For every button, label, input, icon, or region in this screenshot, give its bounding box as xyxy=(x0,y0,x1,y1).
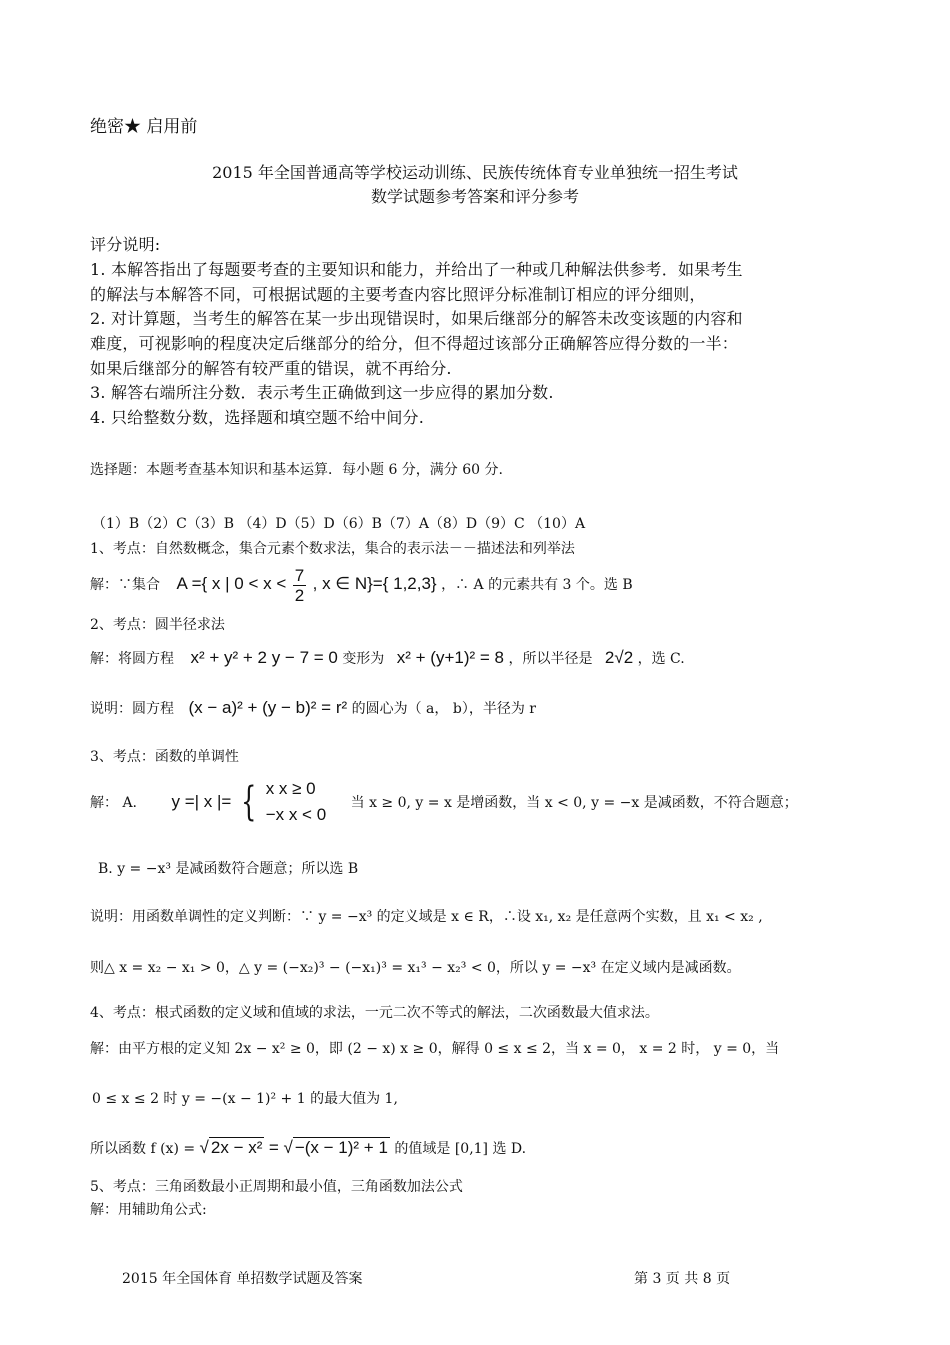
fraction-denominator: 2 xyxy=(294,585,305,605)
piecewise-cases xyxy=(266,776,326,828)
answer-key: （1）B（2）C（3）B （4）D（5）D（6）B（7）A（8）D（9）C （10）A xyxy=(92,516,586,532)
q1-point: 1、考点：自然数概念，集合元素个数求法，集合的表示法－－描述法和列举法 xyxy=(90,541,575,557)
scoring-line: 难度，可视影响的程度决定后继部分的给分，但不得超过该部分正确解答应得分数的一半： xyxy=(90,334,739,353)
piecewise-case: x x ≥ 0 xyxy=(265,779,316,798)
standard-form-equation: x² + (y+1)² = 8 xyxy=(396,648,504,667)
q2-note-prefix: 说明：圆方程 xyxy=(90,701,174,717)
q1-set-math-tail: , x ∈ N}={ 1,2,3} xyxy=(312,574,437,593)
q3-option-b: B. y = −x³ 是减函数符合题意；所以选 B xyxy=(98,861,359,877)
choice-intro: 选择题：本题考查基本知识和基本运算．每小题 6 分，满分 60 分. xyxy=(90,462,503,478)
q2-point: 2、考点：圆半径求法 xyxy=(90,617,225,633)
q2-sol-prefix: 解：将圆方程 xyxy=(90,651,174,667)
abs-function: y =| x |= xyxy=(171,792,232,811)
sqrt-symbol: √ xyxy=(199,1138,209,1157)
q3-note-line1: 说明：用函数单调性的定义判断：∵ y = −x³ 的定义域是 x ∈ R，∴设 x₁, x₂ 是任意两个实数，且 x₁ < x₂ , xyxy=(90,909,763,925)
circle-equation: x² + y² + 2 y − 7 = 0 xyxy=(190,648,338,667)
q2-choice-text: ，选 C. xyxy=(637,651,685,667)
q2-note-suffix: 的圆心为（ a， b），半径为 r xyxy=(351,701,536,717)
doc-title-line1: 2015 年全国普通高等学校运动训练、民族传统体育专业单独统一招生考试 xyxy=(212,163,738,182)
q4-function-label: 所以函数 f (x) = xyxy=(90,1141,196,1157)
piecewise-case: −x x < 0 xyxy=(265,805,327,824)
q3-sol-prefix: 解： A. xyxy=(90,795,138,811)
q2-radius-text: ，所以半径是 xyxy=(508,651,593,667)
scoring-line: 的解法与本解答不同，可根据试题的主要考查内容比照评分标准制订相应的评分细则， xyxy=(90,285,706,304)
scoring-line: 如果后继部分的解答有较严重的错误，就不再给分. xyxy=(90,359,452,378)
fraction-numerator: 7 xyxy=(294,565,305,585)
q3-analysis: 当 x ≥ 0, y = x 是增函数，当 x < 0, y = −x 是减函数，不符合题意； xyxy=(350,795,798,811)
q2-note xyxy=(90,698,536,718)
sqrt-symbol: √ xyxy=(283,1138,293,1157)
q4-line3 xyxy=(90,1138,526,1158)
radius-value: 2√2 xyxy=(604,648,634,667)
q4-line1: 解：由平方根的定义知 2x − x² ≥ 0，即 (2 − x) x ≥ 0，解得 0 ≤ x ≤ 2，当 x = 0， x = 2 时， y = 0，当 xyxy=(90,1041,780,1057)
footer-left: 2015 年全国体育 单招数学试题及答案 xyxy=(122,1271,363,1287)
q5-solution: 解：用辅助角公式: xyxy=(90,1202,207,1218)
q1-sol-prefix: 解：∵集合 xyxy=(90,577,160,593)
secret-label: 绝密★ 启用前 xyxy=(90,117,198,137)
q2-transform-text: 变形为 xyxy=(342,651,385,667)
doc-title-line2: 数学试题参考答案和评分参考 xyxy=(370,187,579,206)
scoring-line: 4. 只给整数分数，选择题和填空题不给中间分. xyxy=(90,408,425,427)
q2-solution xyxy=(90,648,685,668)
scoring-line: 1. 本解答指出了每题要考查的主要知识和能力，并给出了一种或几种解法供参考．如果考生 xyxy=(90,260,743,279)
q4-range-text: 的值域是 [0,1] 选 D. xyxy=(394,1141,527,1157)
q3-solution xyxy=(90,776,798,828)
circle-general-equation: (x − a)² + (y − b)² = r² xyxy=(188,698,348,717)
q1-solution xyxy=(90,564,633,605)
scoring-heading: 评分说明: xyxy=(90,235,161,254)
scoring-line: 2. 对计算题，当考生的解答在某一步出现错误时，如果后继部分的解答未改变该题的内容和 xyxy=(90,309,743,328)
q4-point: 4、考点：根式函数的定义域和值域的求法，一元二次不等式的解法，二次函数最大值求法。 xyxy=(90,1005,659,1021)
piecewise-brace: { xyxy=(240,779,257,825)
q4-line2: 0 ≤ x ≤ 2 时 y = −(x − 1)² + 1 的最大值为 1, xyxy=(92,1091,398,1107)
q5-point: 5、考点：三角函数最小正周期和最小值，三角函数加法公式 xyxy=(90,1179,463,1195)
radicand-1: 2x − x² xyxy=(210,1138,263,1157)
q3-note-line2: 则△ x = x₂ − x₁ > 0，△ y = (−x₂)³ − (−x₁)³ = x₁³ − x₂³ < 0，所以 y = −x³ 在定义域内是减函数。 xyxy=(90,960,741,976)
page-number: 第 3 页 共 8 页 xyxy=(634,1271,731,1287)
q1-set-math: A ={ x | 0 < x < xyxy=(176,574,287,593)
radicand-2: −(x − 1)² + 1 xyxy=(294,1138,388,1157)
fraction xyxy=(293,567,306,604)
q3-point: 3、考点：函数的单调性 xyxy=(90,749,239,765)
scoring-line: 3. 解答右端所注分数．表示考生正确做到这一步应得的累加分数. xyxy=(90,383,554,402)
equals-sign: = xyxy=(268,1138,284,1157)
q1-sol-suffix: ，∴ A 的元素共有 3 个。选 B xyxy=(441,577,633,593)
